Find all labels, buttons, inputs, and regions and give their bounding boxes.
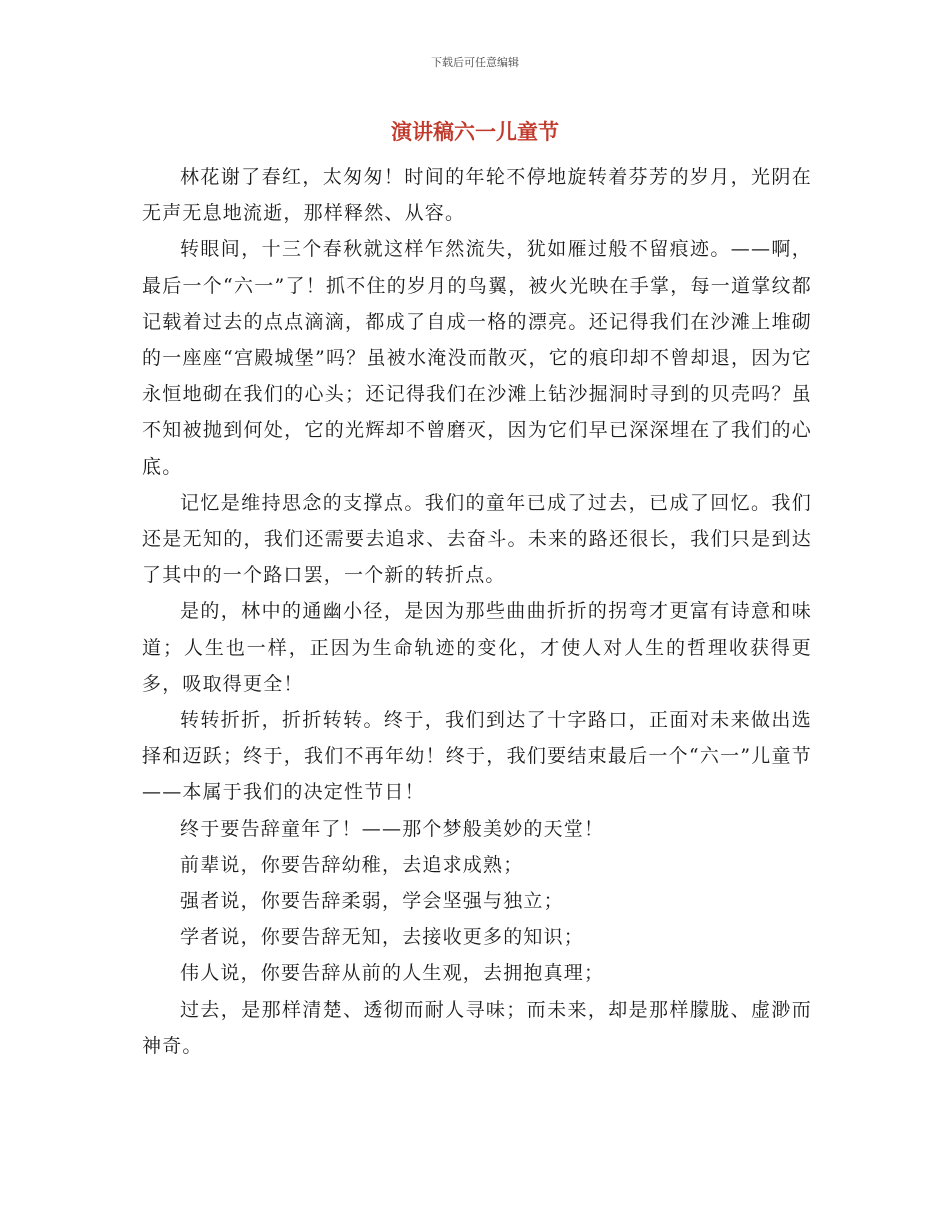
paragraph: 前辈说，你要告辞幼稚，去追求成熟； <box>180 853 524 876</box>
paragraph: 林花谢了春红，太匆匆！时间的年轮不停地旋转着芬芳的岁月，光阴在无声无息地流逝，那样释然、从容。 <box>142 166 812 225</box>
paragraph: 记忆是维持思念的支撑点。我们的童年已成了过去，已成了回忆。我们还是无知的，我们还需要去追求、去奋斗。未来的路还很长，我们只是到达了其中的一个路口罢，一个新的转折点。 <box>142 491 812 587</box>
document-body <box>142 159 812 1064</box>
paragraph: 转转折折，折折转转。终于，我们到达了十字路口，正面对未来做出选择和迈跃；终于，我们不再年幼！终于，我们要结束最后一个“六一”儿童节——本属于我们的决定性节日！ <box>142 709 812 804</box>
document-title: 演讲稿六一儿童节 <box>391 120 559 144</box>
paragraph: 是的，林中的通幽小径，是因为那些曲曲折折的拐弯才更富有诗意和味道；人生也一样，正因为生命轨迹的变化，才使人对人生的哲理收获得更多，吸取得更全！ <box>142 600 812 695</box>
paragraph: 学者说，你要告辞无知，去接收更多的知识； <box>180 926 585 949</box>
paragraph: 转眼间，十三个春秋就这样乍然流失，犹如雁过般不留痕迹。——啊，最后一个“六一”了！抓不住的岁月的鸟翼，被火光映在手掌，每一道掌纹都记载着过去的点点滴滴，都成了自成一格的漂亮。还记得我们在沙滩上堆砌的一座座“宫殿城堡”吗？虽被水淹没而散灭，它的痕印却不曾却退，因为它永恒地砌在我们的心头；还记得我们在沙滩上钻沙掘洞时寻到的贝壳吗？虽不知被抛到何处，它的光辉却不曾磨灭，因为它们早已深深埋在了我们的心底。 <box>142 238 812 478</box>
paragraph: 伟人说，你要告辞从前的人生观，去拥抱真理； <box>180 962 605 985</box>
paragraph: 终于要告辞童年了！——那个梦般美妙的天堂！ <box>180 817 605 840</box>
paragraph: 强者说，你要告辞柔弱，学会坚强与独立； <box>180 890 564 913</box>
paragraph: 过去，是那样清楚、透彻而耐人寻味；而未来，却是那样朦胧、虚渺而神奇。 <box>142 998 812 1057</box>
header-note: 下载后可任意编辑 <box>431 56 519 69</box>
